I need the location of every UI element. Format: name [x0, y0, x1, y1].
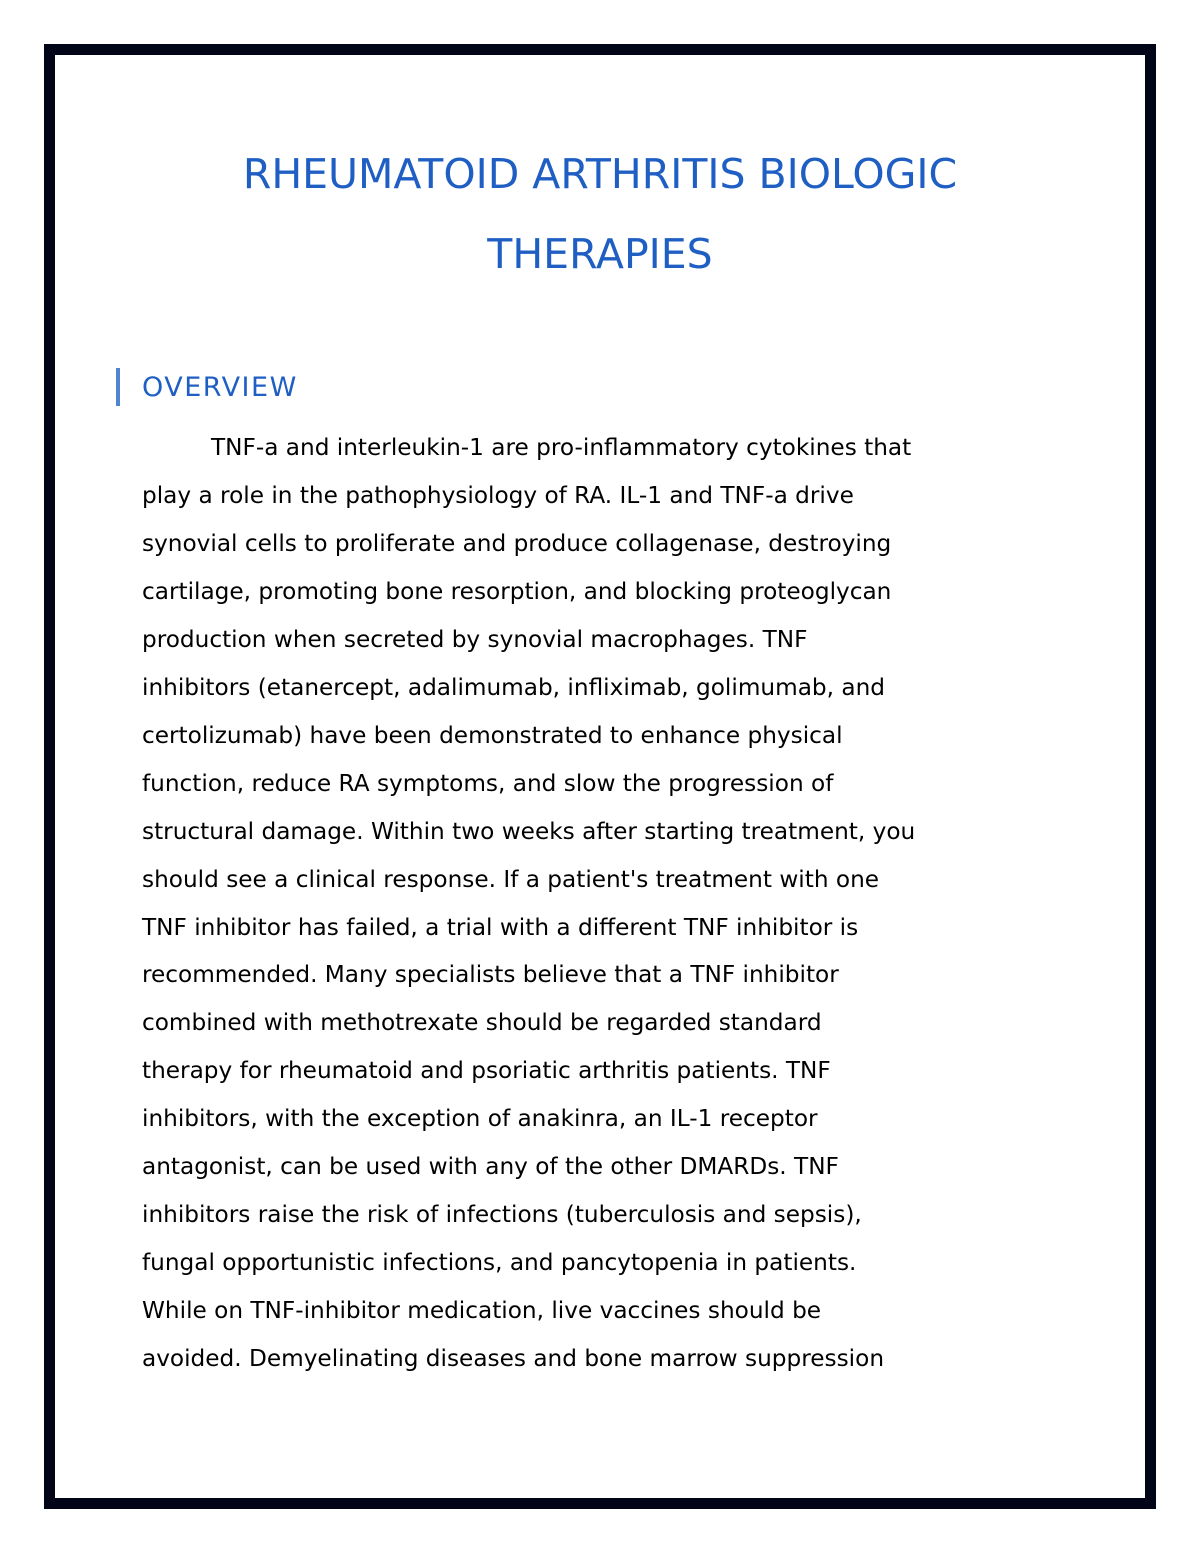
body-line: antagonist, can be used with any of the other DMARDs. TNF	[142, 1153, 839, 1181]
body-line: structural damage. Within two weeks after starting treatment, you	[142, 817, 916, 845]
body-line: certolizumab) have been demonstrated to enhance physical	[142, 721, 843, 749]
section-heading-text: OVERVIEW	[142, 371, 298, 403]
heading-accent-bar	[116, 368, 120, 406]
body-paragraph	[142, 424, 1064, 1383]
title-line: RHEUMATOID ARTHRITIS BIOLOGIC	[242, 150, 958, 198]
section-heading-overview	[116, 368, 298, 406]
body-line: recommended. Many specialists believe that a TNF inhibitor	[142, 961, 839, 989]
body-line: cartilage, promoting bone resorption, and blocking proteoglycan	[142, 577, 892, 605]
body-line: inhibitors raise the risk of infections (tuberculosis and sepsis),	[142, 1201, 862, 1229]
body-line: play a role in the pathophysiology of RA. IL-1 and TNF-a drive	[142, 481, 854, 509]
document-title	[0, 134, 1200, 294]
body-line: avoided. Demyelinating diseases and bone marrow suppression	[142, 1345, 885, 1373]
body-line: combined with methotrexate should be regarded standard	[142, 1009, 822, 1037]
body-line: therapy for rheumatoid and psoriatic arthritis patients. TNF	[142, 1057, 831, 1085]
body-line: production when secreted by synovial macrophages. TNF	[142, 625, 808, 653]
body-line: function, reduce RA symptoms, and slow the progression of	[142, 769, 834, 797]
title-line: THERAPIES	[487, 230, 713, 278]
body-line: fungal opportunistic infections, and pancytopenia in patients.	[142, 1249, 857, 1277]
body-line: While on TNF-inhibitor medication, live vaccines should be	[142, 1297, 822, 1325]
body-line: inhibitors, with the exception of anakinra, an IL-1 receptor	[142, 1105, 818, 1133]
body-line: inhibitors (etanercept, adalimumab, infliximab, golimumab, and	[142, 673, 885, 701]
body-line: should see a clinical response. If a patient's treatment with one	[142, 865, 880, 893]
body-line: TNF inhibitor has failed, a trial with a different TNF inhibitor is	[142, 913, 859, 941]
body-line: TNF-a and interleukin-1 are pro-inflammatory cytokines that	[211, 434, 912, 461]
body-line: synovial cells to proliferate and produce collagenase, destroying	[142, 529, 892, 557]
